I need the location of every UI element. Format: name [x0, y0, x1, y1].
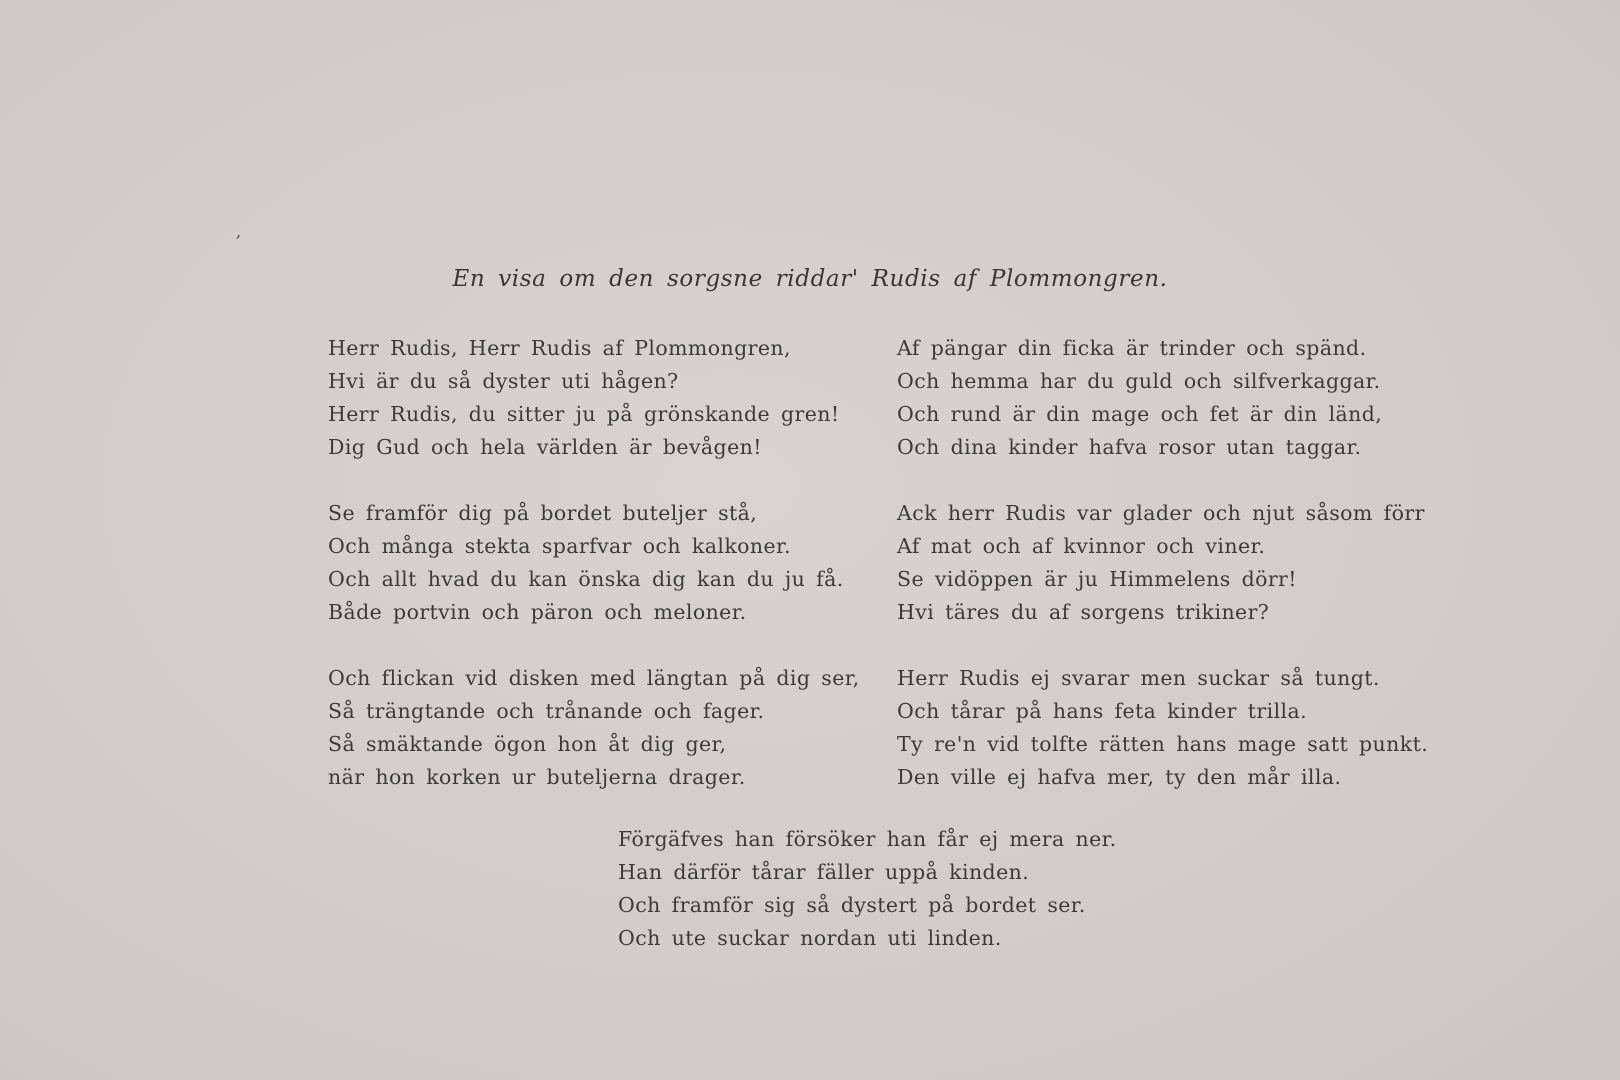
verse-line: Och hemma har du guld och silfverkaggar. — [897, 369, 1381, 393]
verse-line: när hon korken ur buteljerna drager. — [328, 765, 746, 789]
ink-speck: , — [236, 222, 242, 241]
verse-line: Och ute suckar nordan uti linden. — [618, 926, 1002, 950]
verse-line: Herr Rudis, du sitter ju på grönskande gren! — [328, 402, 840, 426]
verse-line: Och dina kinder hafva rosor utan taggar. — [897, 435, 1362, 459]
verse-line: Ty re'n vid tolfte rätten hans mage satt punkt. — [897, 732, 1429, 756]
verse-line: Han därför tårar fäller uppå kinden. — [618, 860, 1030, 884]
verse-line: Så smäktande ögon hon åt dig ger, — [328, 732, 727, 756]
verse-line: Och rund är din mage och fet är din länd, — [897, 402, 1383, 426]
verse-line: Och framför sig så dystert på bordet ser. — [618, 893, 1086, 917]
verse-line: Och många stekta sparfvar och kalkoner. — [328, 534, 791, 558]
verse-line: Herr Rudis ej svarar men suckar så tungt. — [897, 666, 1380, 690]
verse-line: Se framför dig på bordet buteljer stå, — [328, 501, 758, 525]
verse-line: Ack herr Rudis var glader och njut såsom förr — [897, 501, 1425, 525]
stanza — [897, 332, 1428, 464]
final-stanza — [618, 823, 1117, 955]
stanza — [328, 497, 860, 629]
verse-line: Af pängar din ficka är trinder och spänd. — [897, 336, 1367, 360]
verse-line: Hvi är du så dyster uti hågen? — [328, 369, 679, 393]
left-column — [328, 332, 860, 827]
verse-line: Hvi täres du af sorgens trikiner? — [897, 600, 1270, 624]
stanza — [897, 662, 1428, 794]
verse-line: Se vidöppen är ju Himmelens dörr! — [897, 567, 1297, 591]
right-column — [897, 332, 1428, 827]
verse-line: Så trängtande och trånande och fager. — [328, 699, 765, 723]
verse-line: Herr Rudis, Herr Rudis af Plommongren, — [328, 336, 791, 360]
verse-line: Och flickan vid disken med längtan på dig ser, — [328, 666, 860, 690]
verse-line: Förgäfves han försöker han får ej mera ner. — [618, 827, 1117, 851]
verse-line: Både portvin och päron och meloner. — [328, 600, 747, 624]
stanza — [328, 662, 860, 794]
verse-line: Den ville ej hafva mer, ty den mår illa. — [897, 765, 1342, 789]
poem-title: En visa om den sorgsne riddar' Rudis af Plommongren. — [452, 266, 1168, 292]
verse-line: Af mat och af kvinnor och viner. — [897, 534, 1266, 558]
stanza — [897, 497, 1428, 629]
verse-line: Dig Gud och hela världen är bevågen! — [328, 435, 762, 459]
verse-line: Och tårar på hans feta kinder trilla. — [897, 699, 1308, 723]
stanza — [328, 332, 860, 464]
verse-line: Och allt hvad du kan önska dig kan du ju få. — [328, 567, 844, 591]
